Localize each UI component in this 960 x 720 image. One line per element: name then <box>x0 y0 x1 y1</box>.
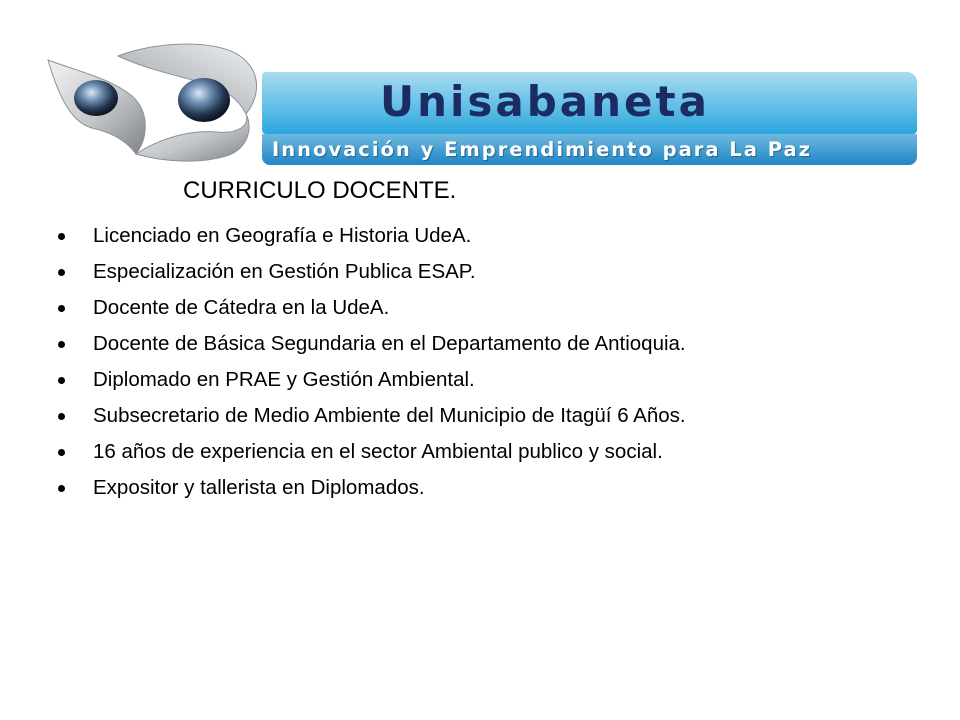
bullet-item <box>58 254 686 290</box>
slide-heading: CURRICULO DOCENTE. <box>183 177 457 204</box>
bullet-dot-icon <box>58 269 65 276</box>
unisabaneta-emblem-icon <box>40 34 300 164</box>
bullet-text: 16 años de experiencia en el sector Ambiental publico y social. <box>93 440 663 463</box>
bullet-text: Especialización en Gestión Publica ESAP. <box>93 260 476 283</box>
bullet-text: Licenciado en Geografía e Historia UdeA. <box>93 224 472 247</box>
brand-tagline: Innovación y Emprendimiento para La Paz <box>272 138 813 161</box>
logo <box>40 34 920 164</box>
bullet-item <box>58 362 686 398</box>
bullet-dot-icon <box>58 449 65 456</box>
bullet-list <box>58 218 686 506</box>
brand-name: Unisabaneta <box>380 77 710 126</box>
bullet-item <box>58 290 686 326</box>
bullet-text: Subsecretario de Medio Ambiente del Municipio de Itagüí 6 Años. <box>93 404 686 427</box>
bullet-item <box>58 398 686 434</box>
bullet-dot-icon <box>58 485 65 492</box>
bullet-text: Docente de Básica Segundaria en el Departamento de Antioquia. <box>93 332 686 355</box>
bullet-item <box>58 470 686 506</box>
brand-banner-bottom <box>262 134 917 165</box>
bullet-text: Diplomado en PRAE y Gestión Ambiental. <box>93 368 475 391</box>
bullet-dot-icon <box>58 233 65 240</box>
bullet-dot-icon <box>58 413 65 420</box>
bullet-text: Expositor y tallerista en Diplomados. <box>93 476 425 499</box>
brand-banner <box>262 72 917 165</box>
bullet-item <box>58 218 686 254</box>
bullet-dot-icon <box>58 305 65 312</box>
brand-banner-top <box>262 72 917 134</box>
bullet-dot-icon <box>58 377 65 384</box>
bullet-dot-icon <box>58 341 65 348</box>
bullet-text: Docente de Cátedra en la UdeA. <box>93 296 390 319</box>
bullet-item <box>58 326 686 362</box>
bullet-item <box>58 434 686 470</box>
